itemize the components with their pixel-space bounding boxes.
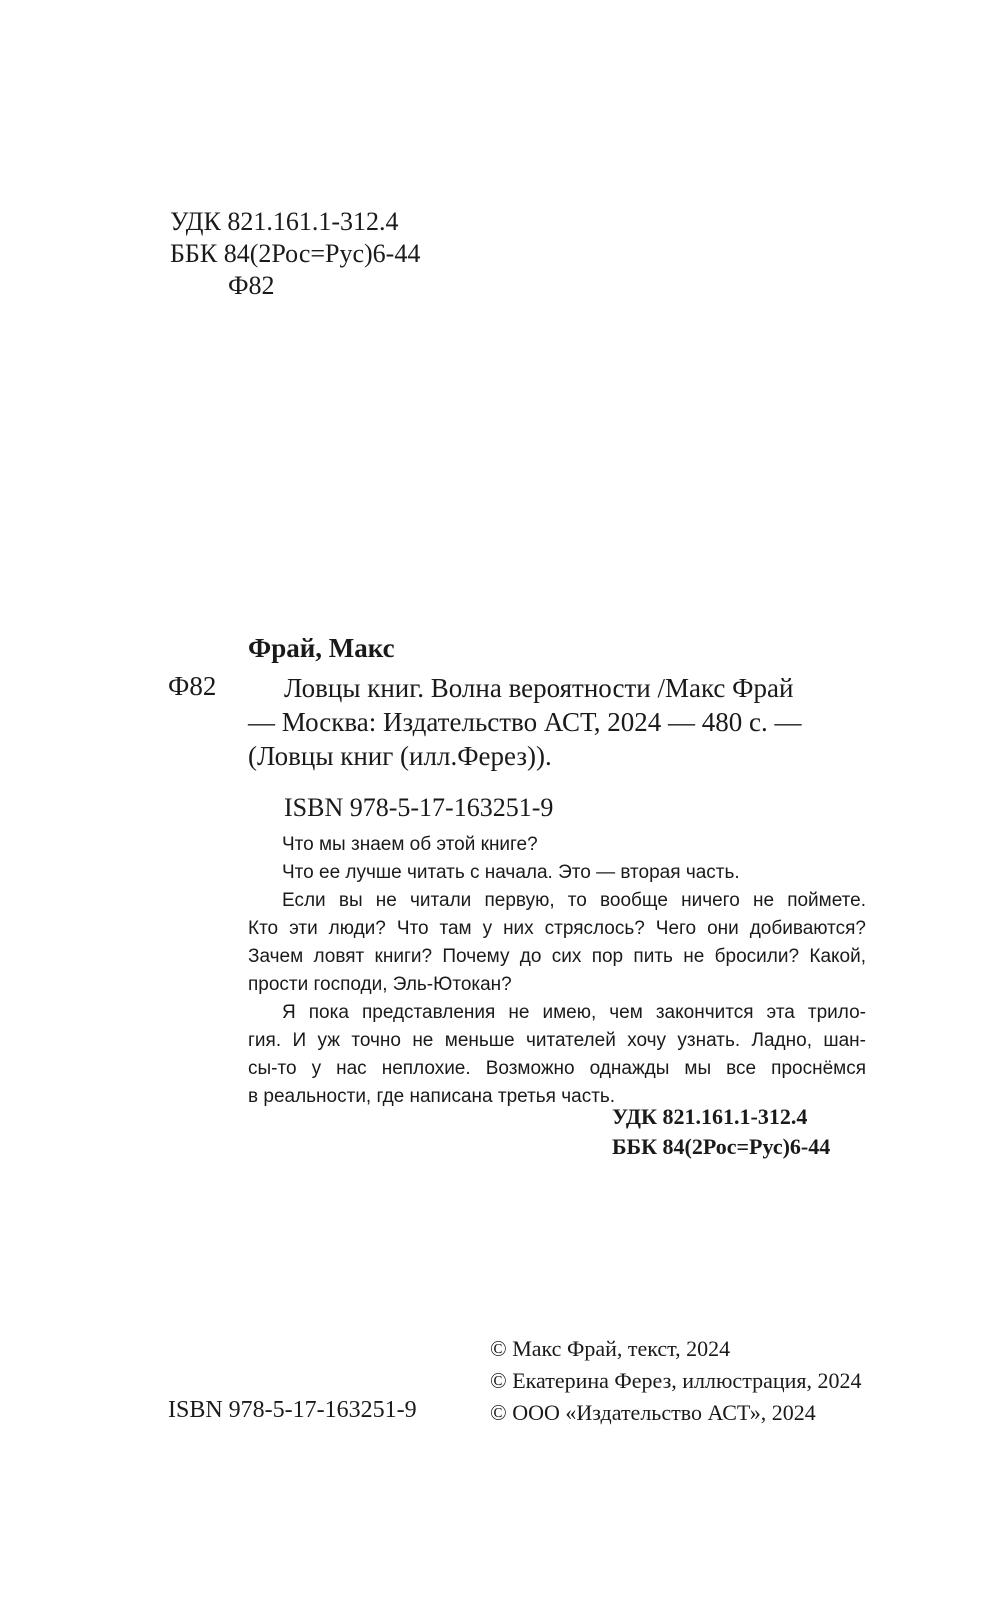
annotation-line: Зачем ловят книги? Почему до сих пор пить не бросили? Какой, <box>248 946 866 967</box>
isbn-record: ISBN 978-5-17-163251-9 <box>284 793 554 822</box>
author-mark: Ф82 <box>228 271 275 300</box>
annotation-line: Кто эти люди? Что там у них стряслось? Чего они добиваются? <box>248 918 866 939</box>
copyright-line: © ООО «Издательство АСТ», 2024 <box>490 1400 816 1425</box>
annotation-line: Если вы не читали первую, то вообще ничего не поймете. <box>282 890 866 911</box>
annotation-line: Что ее лучше читать с начала. Это — вторая часть. <box>282 862 740 883</box>
annotation-line: сы-то у нас неплохие. Возможно однажды мы все проснёмся <box>248 1058 866 1079</box>
annotation-line: Я пока представления не имею, чем закончится эта трило- <box>282 1002 866 1023</box>
isbn-bottom: ISBN 978-5-17-163251-9 <box>168 1397 417 1423</box>
biblio-line: Ловцы книг. Волна вероятности /Макс Фрай <box>284 673 794 703</box>
annotation-line: гия. И уж точно не меньше читателей хочу узнать. Ладно, шан- <box>248 1030 866 1051</box>
annotation-line: в реальности, где написана третья часть. <box>248 1086 616 1107</box>
copyright-line: © Екатерина Ферез, иллюстрация, 2024 <box>490 1368 862 1393</box>
annotation-line: прости господи, Эль-Ютокан? <box>248 974 512 995</box>
annotation-line: Что мы знаем об этой книге? <box>282 834 538 855</box>
author-mark-side: Ф82 <box>168 671 217 701</box>
copyright-block <box>490 1333 862 1429</box>
classification-codes-top <box>170 206 420 302</box>
biblio-line: (Ловцы книг (илл.Ферез)). <box>248 741 552 771</box>
author-heading: Фрай, Макс <box>248 633 395 663</box>
bbk-code: ББК 84(2Рос=Рус)6-44 <box>612 1134 831 1159</box>
udk-code: УДК 821.161.1-312.4 <box>612 1104 808 1129</box>
copyright-line: © Макс Фрай, текст, 2024 <box>490 1336 731 1361</box>
bbk-code: ББК 84(2Рос=Рус)6-44 <box>170 239 421 268</box>
udk-code: УДК 821.161.1-312.4 <box>170 207 399 236</box>
annotation <box>248 831 866 1111</box>
bibliographic-description <box>248 671 802 773</box>
biblio-line: — Москва: Издательство АСТ, 2024 — 480 с. — <box>248 707 802 737</box>
classification-codes-bottom <box>612 1102 830 1162</box>
